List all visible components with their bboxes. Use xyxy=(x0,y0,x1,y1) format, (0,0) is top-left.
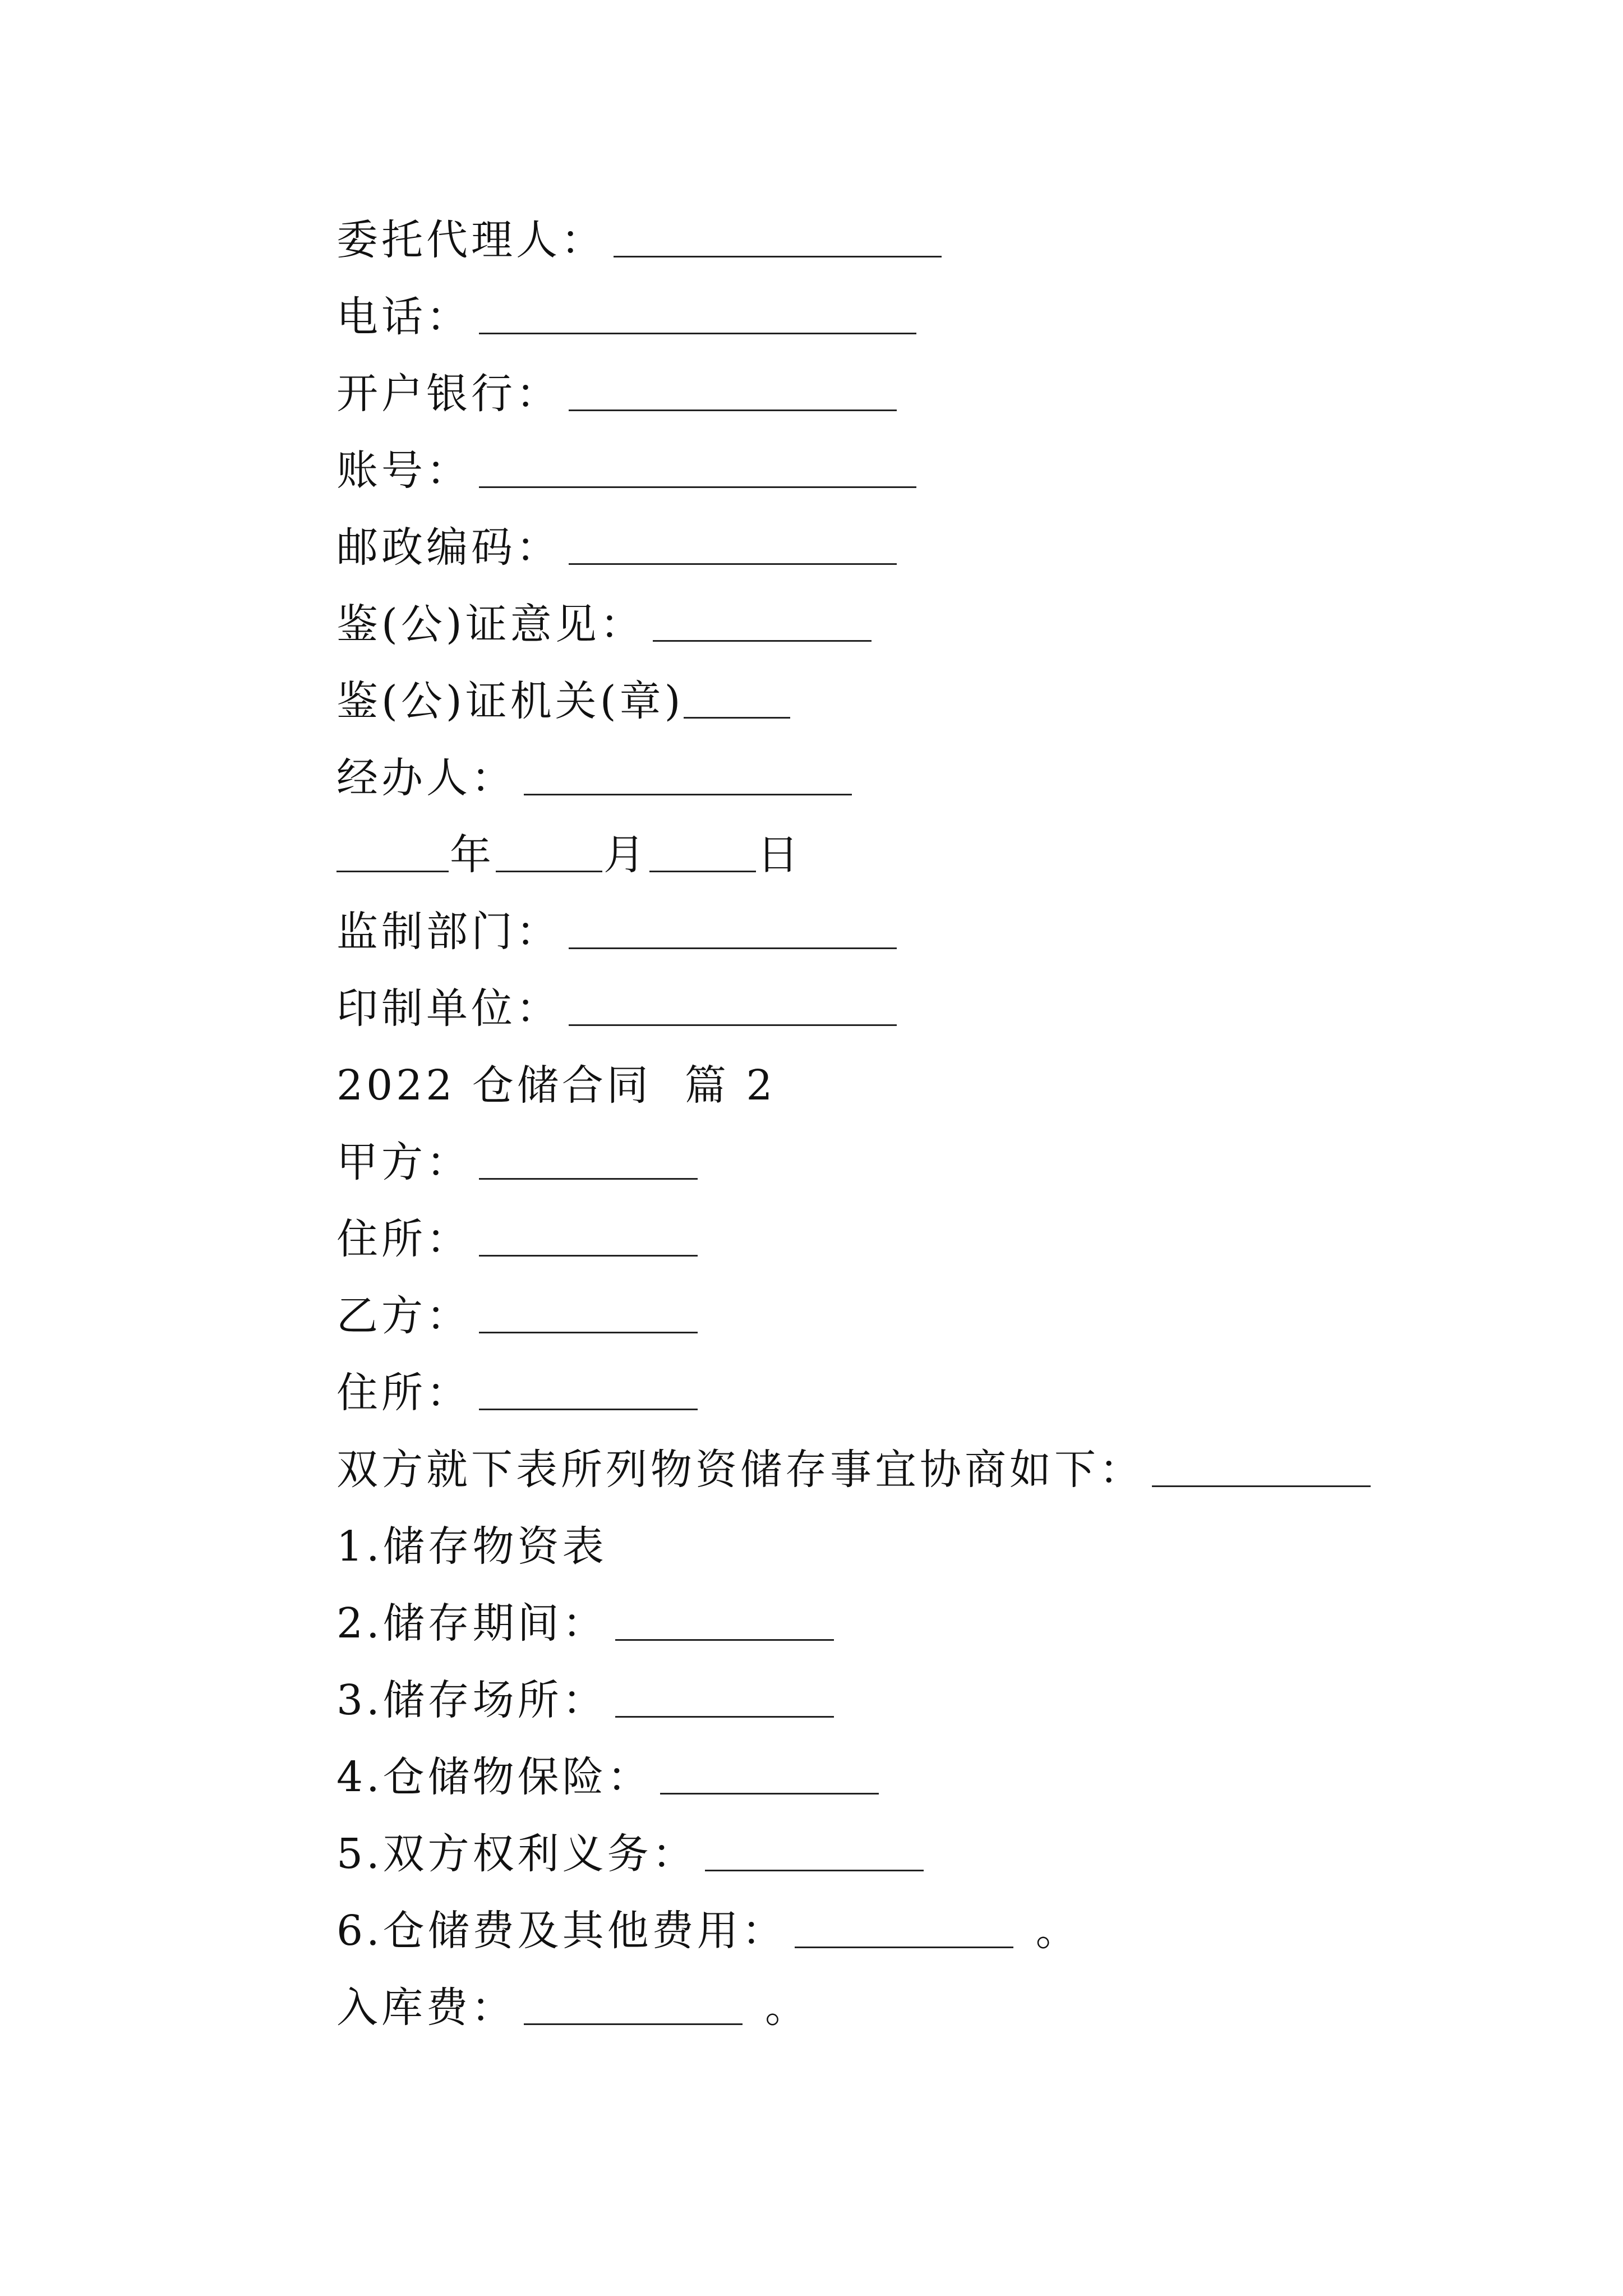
item6-label: 6.仓储费及其他费用： xyxy=(336,1907,787,1955)
item5-blank xyxy=(705,1837,924,1871)
notary-office-row xyxy=(336,663,1514,740)
party-a-row xyxy=(336,1124,1514,1201)
notary-opinion-blank xyxy=(653,608,872,642)
phone-row xyxy=(336,279,1514,356)
address-a-label: 住所： xyxy=(336,1215,471,1263)
section-title-row xyxy=(336,1047,1514,1124)
item4-label: 4.仓储物保险： xyxy=(336,1753,652,1801)
party-b-row xyxy=(336,1278,1514,1355)
agent-row xyxy=(336,202,1514,279)
day-blank xyxy=(649,838,756,872)
item5-label: 5.双方权利义务： xyxy=(336,1830,697,1878)
printer-label: 印制单位： xyxy=(336,984,561,1033)
item5-row xyxy=(336,1816,1514,1893)
year-label: 年 xyxy=(450,831,495,879)
printer-blank xyxy=(569,992,897,1026)
bank-row xyxy=(336,356,1514,432)
postcode-row xyxy=(336,509,1514,586)
postcode-blank xyxy=(569,531,897,565)
month-label: 月 xyxy=(603,831,648,879)
account-blank xyxy=(479,454,916,488)
agreement-label: 双方就下表所列物资储存事宜协商如下： xyxy=(336,1446,1144,1494)
month-blank xyxy=(496,838,602,872)
address-b-label: 住所： xyxy=(336,1369,471,1417)
notary-opinion-label: 鉴(公)证意见： xyxy=(336,600,645,648)
handler-row xyxy=(336,740,1514,817)
address-a-blank xyxy=(479,1222,698,1257)
agreement-row xyxy=(336,1432,1514,1508)
notary-opinion-row xyxy=(336,586,1514,663)
agent-blank xyxy=(614,223,942,257)
entry-fee-blank xyxy=(524,1991,743,2025)
item2-label: 2.储存期间： xyxy=(336,1599,607,1648)
section-title: 2022 仓储合同 篇 2 xyxy=(336,1061,776,1110)
item2-row xyxy=(336,1585,1514,1662)
postcode-label: 邮政编码： xyxy=(336,523,561,572)
contract-form xyxy=(336,202,1514,2046)
supervisor-row xyxy=(336,894,1514,970)
item6-period: 。 xyxy=(1035,1907,1081,1955)
item6-row xyxy=(336,1893,1514,1970)
address-b-row xyxy=(336,1355,1514,1432)
address-a-row xyxy=(336,1201,1514,1278)
phone-label: 电话： xyxy=(336,293,471,341)
account-row xyxy=(336,432,1514,509)
party-a-blank xyxy=(479,1145,698,1180)
date-row xyxy=(336,817,1514,894)
entry-fee-period: 。 xyxy=(765,1984,810,2032)
day-label: 日 xyxy=(757,831,802,879)
party-a-label: 甲方： xyxy=(336,1138,471,1186)
bank-label: 开户银行： xyxy=(336,370,561,418)
handler-blank xyxy=(524,761,852,795)
item3-blank xyxy=(615,1683,834,1718)
bank-blank xyxy=(569,377,897,411)
item4-blank xyxy=(660,1760,879,1795)
agent-label: 委托代理人： xyxy=(336,216,606,264)
year-blank xyxy=(336,838,449,872)
phone-blank xyxy=(479,300,916,334)
entry-fee-label: 入库费： xyxy=(336,1984,516,2032)
handler-label: 经办人： xyxy=(336,754,516,802)
item2-blank xyxy=(615,1607,834,1641)
notary-office-label: 鉴(公)证机关(章) xyxy=(336,677,684,725)
item4-row xyxy=(336,1739,1514,1816)
printer-row xyxy=(336,970,1514,1047)
item1-label: 1.储存物资表 xyxy=(336,1522,607,1571)
supervisor-blank xyxy=(569,915,897,949)
item3-row xyxy=(336,1662,1514,1739)
notary-office-blank xyxy=(684,684,790,719)
account-label: 账号： xyxy=(336,447,471,495)
party-b-blank xyxy=(479,1299,698,1333)
party-b-label: 乙方： xyxy=(336,1292,471,1340)
item1-row xyxy=(336,1508,1514,1585)
entry-fee-row xyxy=(336,1970,1514,2046)
address-b-blank xyxy=(479,1376,698,1410)
item3-label: 3.储存场所： xyxy=(336,1676,607,1724)
supervisor-label: 监制部门： xyxy=(336,908,561,956)
agreement-blank xyxy=(1152,1453,1371,1487)
item6-blank xyxy=(795,1914,1013,1948)
